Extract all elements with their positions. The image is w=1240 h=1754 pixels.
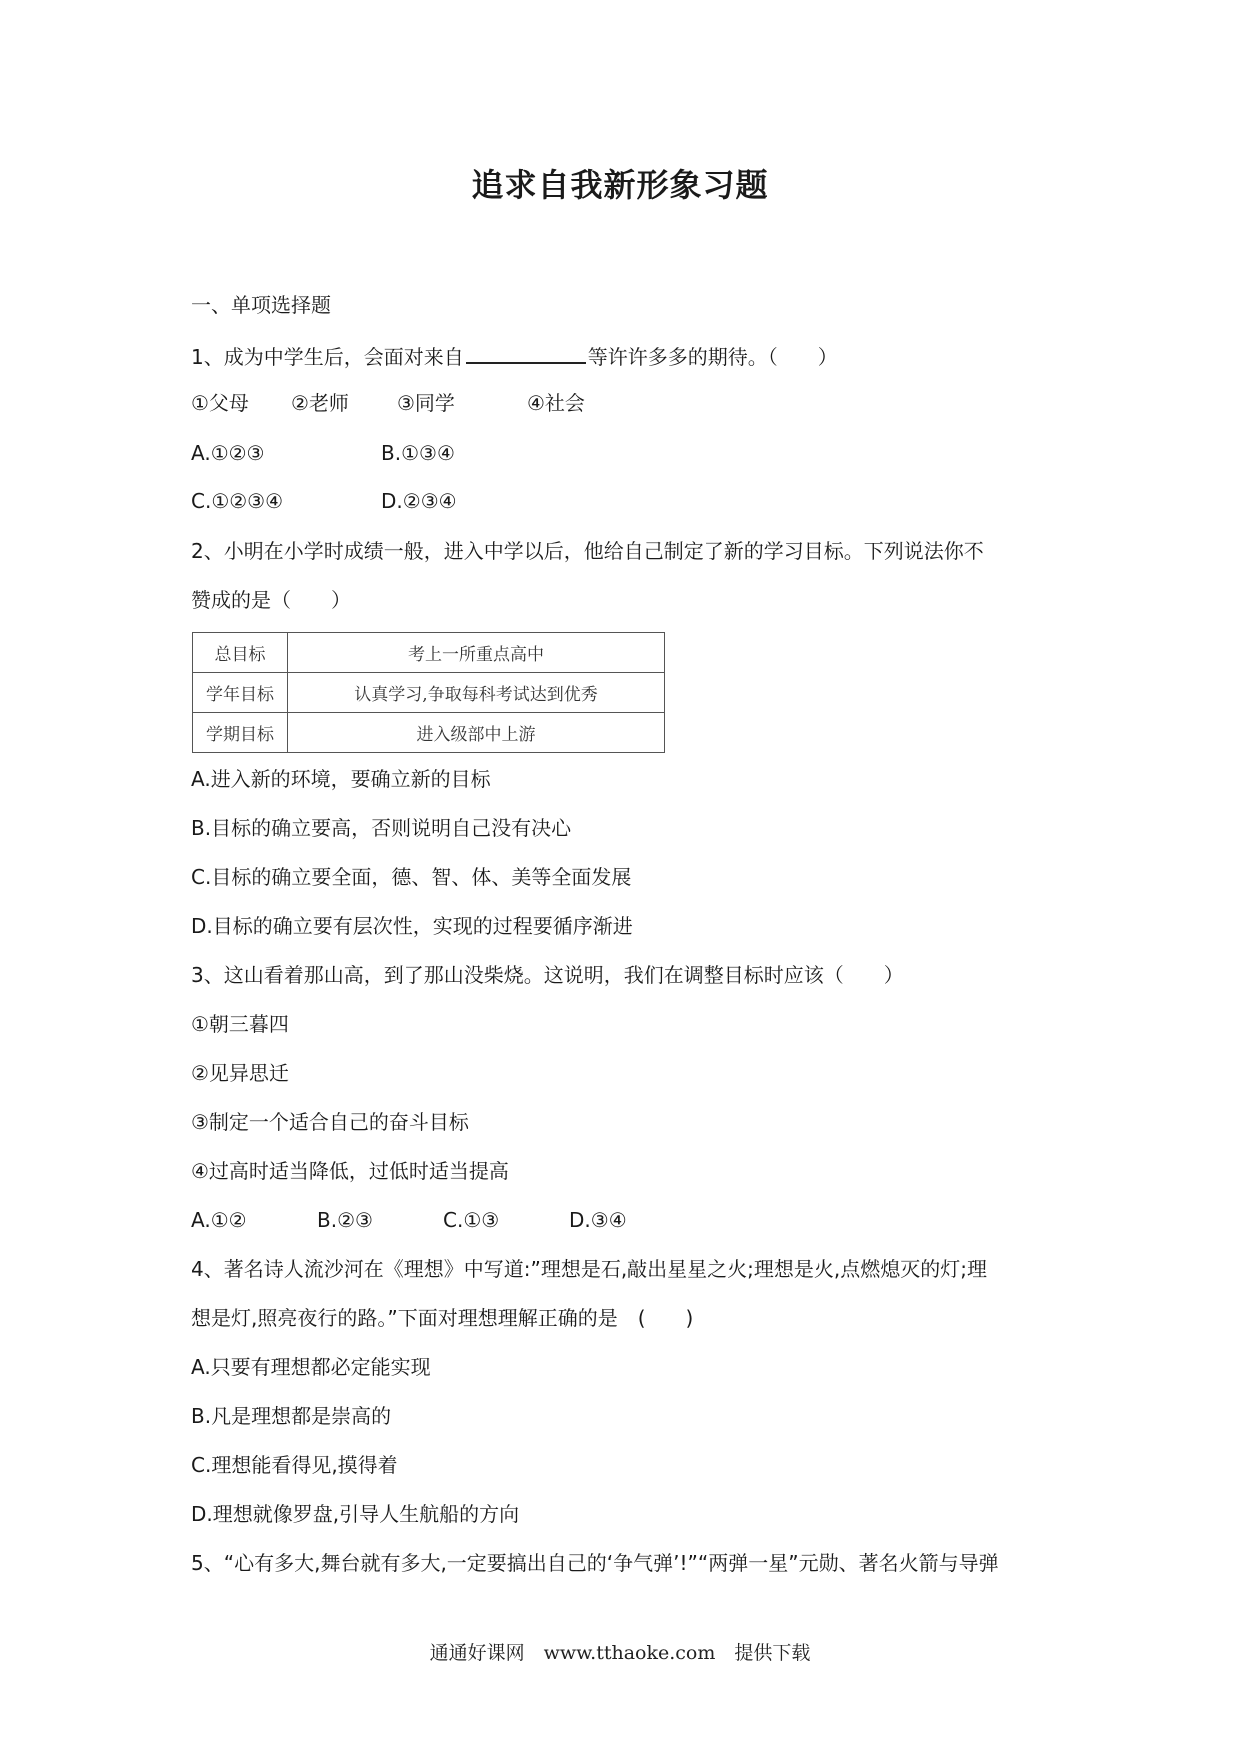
q4-option-d: D.理想就像罗盘,引导人生航船的方向 xyxy=(191,1502,520,1526)
q1-option-b: B.①③④ xyxy=(381,441,455,465)
question-3-options xyxy=(191,1207,627,1233)
question-1-stem xyxy=(191,342,838,370)
section-heading: 一、单项选择题 xyxy=(191,293,331,317)
question-4-stem-line-1: 4、著名诗人流沙河在《理想》中写道:”理想是石,敲出星星之火;理想是火,点燃熄灭的灯;理 xyxy=(191,1257,988,1281)
q1-item-1: ①父母 xyxy=(191,391,249,415)
table-cell-key: 总目标 xyxy=(193,633,288,673)
q3-option-a: A.①② xyxy=(191,1208,247,1232)
page-title: 追求自我新形象习题 xyxy=(471,166,769,204)
table-cell-key: 学期目标 xyxy=(193,713,288,753)
table-row xyxy=(193,633,665,673)
q4-option-b: B.凡是理想都是崇高的 xyxy=(191,1404,392,1428)
answer-blank xyxy=(466,342,586,364)
table-cell-value: 认真学习,争取每科考试达到优秀 xyxy=(288,673,665,713)
question-5-stem-line-1: 5、“心有多大,舞台就有多大,一定要搞出自己的‘争气弹’!”“两弹一星”元勋、著名火箭与导弹 xyxy=(191,1551,999,1575)
q4-option-a: A.只要有理想都必定能实现 xyxy=(191,1355,431,1379)
q4-option-c: C.理想能看得见,摸得着 xyxy=(191,1453,398,1477)
q3-item-4: ④过高时适当降低，过低时适当提高 xyxy=(191,1159,509,1183)
q3-option-b: B.②③ xyxy=(317,1208,373,1232)
q1-item-2: ②老师 xyxy=(291,391,349,415)
question-1-options-row-1 xyxy=(191,440,455,466)
q1-item-3: ③同学 xyxy=(397,391,455,415)
q1-option-c: C.①②③④ xyxy=(191,489,284,513)
q3-item-1: ①朝三暮四 xyxy=(191,1012,289,1036)
q1-option-d: D.②③④ xyxy=(381,489,457,513)
q2-option-d: D.目标的确立要有层次性，实现的过程要循序渐进 xyxy=(191,914,633,938)
table-row xyxy=(193,673,665,713)
question-4-stem-line-2: 想是灯,照亮夜行的路。”下面对理想理解正确的是 ( ) xyxy=(191,1306,694,1330)
q3-option-c: C.①③ xyxy=(443,1208,500,1232)
q3-item-3: ③制定一个适合自己的奋斗目标 xyxy=(191,1110,469,1134)
q2-option-a: A.进入新的环境，要确立新的目标 xyxy=(191,767,491,791)
q2-option-b: B.目标的确立要高，否则说明自己没有决心 xyxy=(191,816,572,840)
table-cell-value: 考上一所重点高中 xyxy=(288,633,665,673)
goals-table xyxy=(192,632,665,753)
question-1-items xyxy=(191,390,585,416)
q1-option-a: A.①②③ xyxy=(191,441,265,465)
question-1-options-row-2 xyxy=(191,488,457,514)
question-1-stem-pre: 1、成为中学生后，会面对来自 xyxy=(191,345,464,369)
question-2-stem-line-2: 赞成的是（ ） xyxy=(191,588,351,612)
question-2-stem-line-1: 2、小明在小学时成绩一般，进入中学以后，他给自己制定了新的学习目标。下列说法你不 xyxy=(191,539,984,563)
table-row xyxy=(193,713,665,753)
q3-item-2: ②见异思迁 xyxy=(191,1061,289,1085)
q2-option-c: C.目标的确立要全面，德、智、体、美等全面发展 xyxy=(191,865,632,889)
table-cell-key: 学年目标 xyxy=(193,673,288,713)
table-cell-value: 进入级部中上游 xyxy=(288,713,665,753)
question-1-stem-post: 等许许多多的期待。（ ） xyxy=(587,345,838,369)
q3-option-d: D.③④ xyxy=(569,1208,627,1232)
question-3-stem: 3、这山看着那山高，到了那山没柴烧。这说明，我们在调整目标时应该（ ） xyxy=(191,963,904,987)
q1-item-4: ④社会 xyxy=(527,391,585,415)
page-footer: 通通好课网 www.tthaoke.com 提供下载 xyxy=(429,1642,811,1664)
